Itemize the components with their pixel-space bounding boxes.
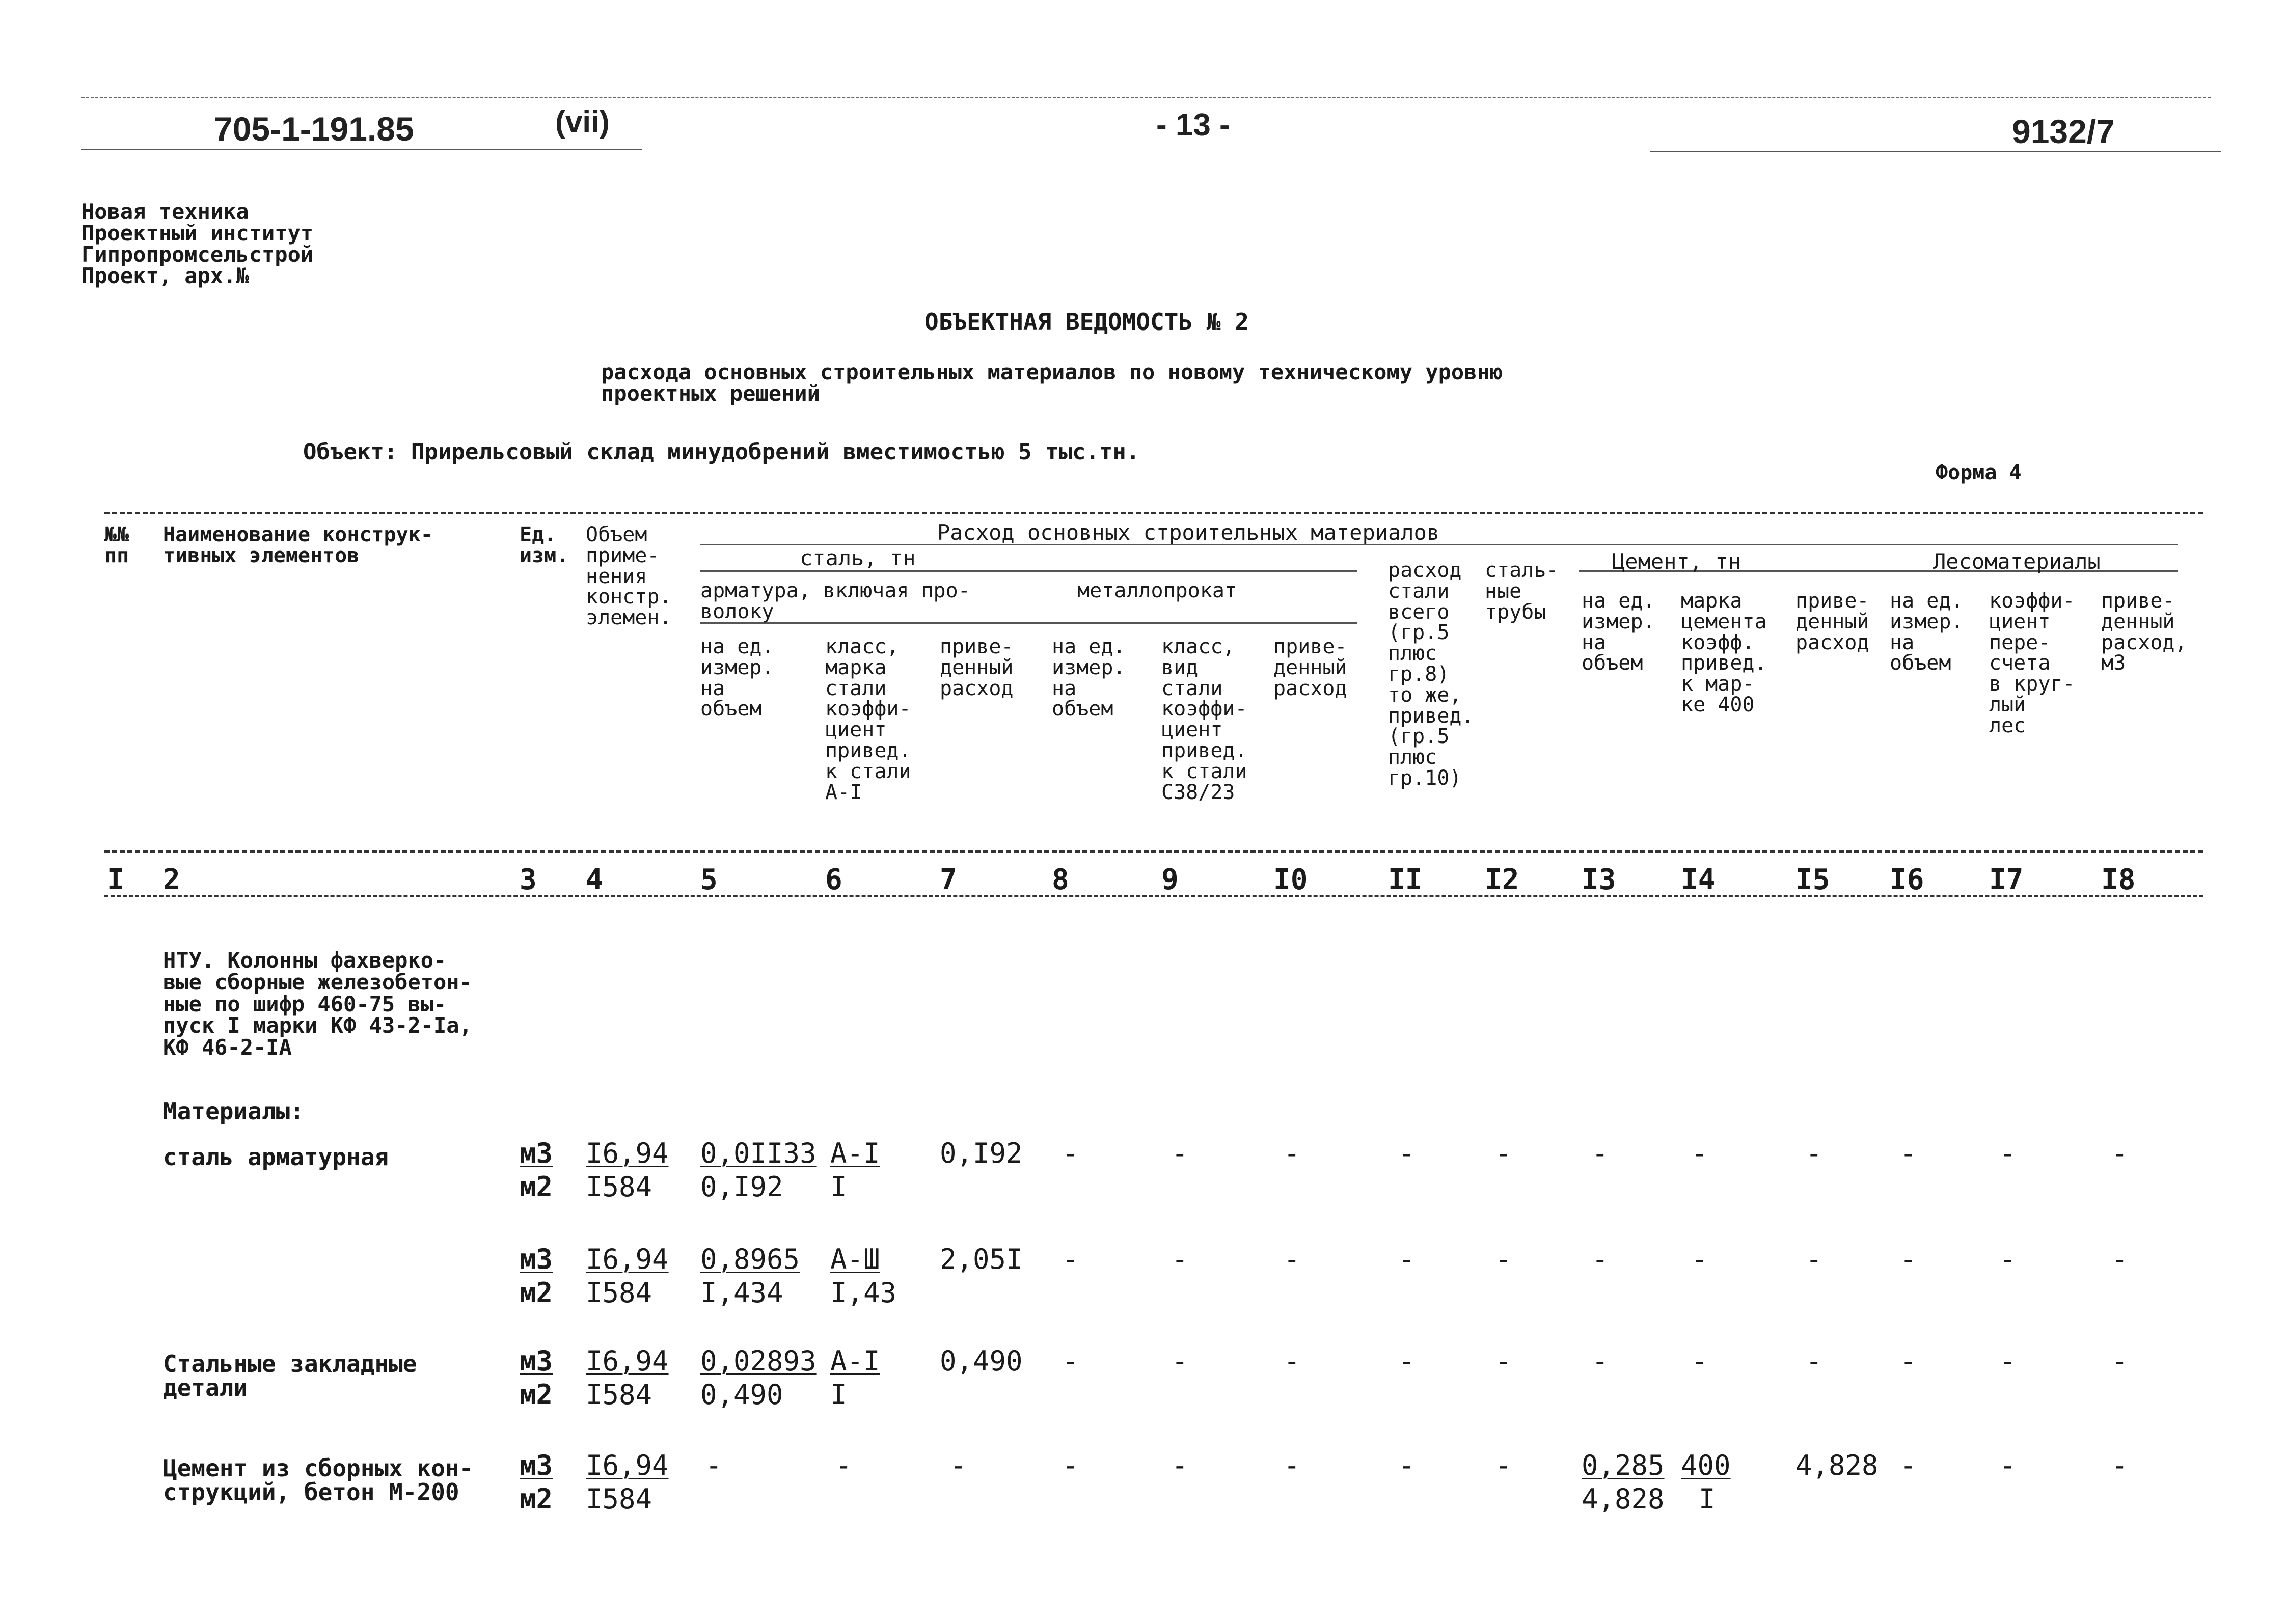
dash-cell: -	[1172, 1449, 1188, 1481]
dash-cell: -	[1999, 1449, 2016, 1481]
rebar-reduced-value: 0,I92	[940, 1137, 1023, 1169]
dash-cell: -	[1806, 1243, 1822, 1275]
volume-number: (vii)	[555, 105, 610, 139]
column-number: I8	[2101, 863, 2136, 896]
column-numbers-rule	[104, 895, 2203, 897]
header-rolled-per-unit: на ед. измер. на объем	[1052, 635, 1126, 721]
column-number: I5	[1795, 863, 1830, 896]
rebar-volume-value: I,434	[700, 1276, 783, 1309]
column-number: I4	[1681, 863, 1716, 896]
unit-value: м2	[520, 1276, 553, 1309]
volume-value: I584	[586, 1482, 652, 1515]
stamp-line: Новая техника	[81, 199, 249, 224]
header-rebar-class: класс, марка стали коэффи- циент привед. к стали А-I	[825, 635, 911, 804]
table-header-bottom-rule	[104, 850, 2203, 853]
header-group-rebar: арматура, включая про- волоку	[700, 579, 970, 623]
cement-volume-value: 4,828	[1582, 1482, 1665, 1515]
column-number: I0	[1273, 863, 1308, 896]
rebar-class-value: А-I	[830, 1345, 880, 1377]
sheet-number: 9132/7	[2012, 113, 2115, 150]
header-col-name: Наименование конструк- тивных элементов	[163, 523, 433, 567]
rebar-coef-value: I,43	[830, 1276, 897, 1309]
document-code: 705-1-191.85	[214, 110, 414, 148]
subgroup-rule	[700, 622, 1357, 624]
stamp-line: Проект, арх.№	[81, 263, 249, 288]
dash-cell: -	[1062, 1345, 1079, 1377]
dash-cell: -	[1592, 1345, 1609, 1377]
header-rolled-class: класс, вид стали коэффи- циент привед. к стали С38/23	[1161, 635, 1247, 804]
form-label: Форма 4	[1936, 461, 2022, 484]
dash-cell: -	[2111, 1243, 2128, 1275]
header-rolled-reduced: приве- денный расход	[1273, 635, 1347, 700]
volume-value: I584	[586, 1378, 652, 1411]
column-number: 2	[163, 863, 180, 896]
header-cement-grade: марка цемента коэфф. привед. к мар- ке 400	[1681, 589, 1767, 717]
volume-value: I6,94	[586, 1137, 669, 1169]
rebar-class-cell	[830, 1243, 896, 1310]
volume-value: I6,94	[586, 1345, 669, 1377]
materials-label: Материалы:	[163, 1097, 304, 1125]
section-title: НТУ. Колонны фахверко- вые сборные железобетон- ные по шифр 460-75 вы- пуск I марки КФ 43-2-Iа, КФ 46-2-IА	[163, 948, 472, 1060]
rebar-class-value: А-I	[830, 1137, 880, 1169]
row-name: Стальные закладные детали	[163, 1350, 417, 1401]
column-number: I2	[1485, 863, 1519, 896]
volume-cell	[586, 1344, 669, 1412]
dash-cell: -	[1284, 1449, 1300, 1481]
cement-per-unit-value: 0,285	[1582, 1449, 1665, 1481]
column-number: I	[107, 863, 124, 896]
volume-cell	[586, 1243, 669, 1310]
volume-cell	[586, 1137, 669, 1204]
dash-cell: -	[835, 1449, 852, 1481]
rebar-coef-value: I	[830, 1378, 847, 1411]
column-number: 7	[940, 863, 957, 896]
unit-value: м3	[520, 1137, 553, 1169]
organization-stamp	[81, 201, 313, 287]
column-number: 9	[1161, 863, 1179, 896]
volume-value: I6,94	[586, 1449, 669, 1481]
column-number: 5	[700, 863, 718, 896]
cement-coef-value: I	[1699, 1482, 1716, 1515]
cement-grade-cell	[1681, 1449, 1731, 1516]
row-name: Цемент из сборных кон- струкций, бетон М-200	[163, 1454, 474, 1506]
unit-value: м3	[520, 1345, 553, 1377]
stamp-line: Гипропромсельстрой	[81, 242, 314, 267]
header-rebar-reduced: приве- денный расход	[940, 635, 1014, 700]
column-number: 6	[825, 863, 842, 896]
column-number: 4	[586, 863, 603, 896]
dash-cell: -	[1592, 1243, 1609, 1275]
table-top-rule	[104, 512, 2203, 514]
rebar-per-unit-cell	[700, 1243, 800, 1310]
unit-value: м3	[520, 1243, 553, 1275]
header-col-volume: Объем приме- нения констр. элемен.	[586, 523, 672, 630]
table-row-units	[520, 1137, 553, 1204]
dash-cell: -	[1999, 1243, 2016, 1275]
header-timber-coef: коэффи- циент пере- счета в круг- лый лес	[1989, 589, 2075, 737]
dash-cell: -	[1999, 1137, 2016, 1169]
dash-cell: -	[950, 1449, 967, 1481]
header-timber-reduced: приве- денный расход, м3	[2101, 589, 2187, 675]
header-cement-reduced: приве- денный расход	[1795, 589, 1869, 654]
rebar-class-value: А-Ш	[830, 1243, 880, 1275]
rebar-per-unit-cell	[700, 1137, 817, 1204]
column-number: 8	[1052, 863, 1069, 896]
dash-cell: -	[1284, 1137, 1300, 1169]
dash-cell: -	[1398, 1243, 1415, 1275]
column-number: I7	[1989, 863, 2024, 896]
table-row-units	[520, 1344, 553, 1412]
dash-cell: -	[1284, 1243, 1300, 1275]
dash-cell: -	[1806, 1345, 1822, 1377]
dash-cell: -	[1495, 1449, 1512, 1481]
subtitle-line: расхода основных строительных материалов по новому техническому уровню	[601, 360, 1503, 384]
header-group-rolled: металлопрокат	[1077, 579, 1237, 602]
stamp-line: Проектный институт	[81, 221, 314, 245]
dash-cell: -	[1172, 1243, 1188, 1275]
page-subtitle	[601, 362, 1503, 404]
column-number: I6	[1890, 863, 1924, 896]
dash-cell: -	[705, 1449, 722, 1481]
unit-value: м2	[520, 1378, 553, 1411]
volume-cell	[586, 1449, 669, 1516]
dash-cell: -	[1900, 1345, 1917, 1377]
rebar-per-unit-value: 0,0II33	[700, 1137, 817, 1169]
dash-cell: -	[1172, 1345, 1188, 1377]
rebar-volume-value: 0,I92	[700, 1170, 783, 1203]
dash-cell: -	[1398, 1449, 1415, 1481]
dash-cell: -	[1495, 1243, 1512, 1275]
rebar-per-unit-value: 0,02893	[700, 1345, 817, 1377]
dash-cell: -	[1495, 1137, 1512, 1169]
dash-cell: -	[1999, 1345, 2016, 1377]
cement-per-unit-cell	[1582, 1449, 1665, 1516]
row-name: сталь арматурная	[163, 1143, 389, 1171]
header-group-steel: сталь, тн	[800, 545, 916, 570]
group-steel-rule	[700, 570, 1357, 572]
header-cement-per-unit: на ед. измер. на объем	[1582, 589, 1655, 675]
rebar-class-cell	[830, 1137, 880, 1204]
table-row-units	[520, 1243, 553, 1310]
dash-cell: -	[1691, 1345, 1708, 1377]
cement-grade-value: 400	[1681, 1449, 1731, 1481]
dash-cell: -	[1691, 1243, 1708, 1275]
dash-cell: -	[2111, 1345, 2128, 1377]
page-title: ОБЪЕКТНАЯ ВЕДОМОСТЬ № 2	[924, 308, 1249, 336]
rebar-volume-value: 0,490	[700, 1378, 783, 1411]
dash-cell: -	[1398, 1137, 1415, 1169]
column-number: 3	[520, 863, 537, 896]
header-top-rule	[81, 97, 2211, 98]
header-rebar-per-unit: на ед. измер. на объем	[700, 635, 774, 721]
dash-cell: -	[1062, 1243, 1079, 1275]
header-col-unit: Ед. изм.	[520, 523, 569, 567]
dash-cell: -	[2111, 1137, 2128, 1169]
unit-value: м2	[520, 1170, 553, 1203]
dash-cell: -	[1806, 1137, 1822, 1169]
header-group-main: Расход основных строительных материалов	[937, 520, 1440, 545]
dash-cell: -	[1172, 1137, 1188, 1169]
header-timber-per-unit: на ед. измер. на объем	[1890, 589, 1964, 675]
rebar-reduced-value: 2,05I	[940, 1243, 1023, 1275]
object-description: Объект: Прирельсовый склад минудобрений вместимостью 5 тыс.тн.	[303, 439, 1140, 465]
dash-cell: -	[1900, 1449, 1917, 1481]
header-steel-pipes: сталь- ные трубы	[1485, 559, 1559, 624]
dash-cell: -	[2111, 1449, 2128, 1481]
cement-reduced-value: 4,828	[1795, 1449, 1879, 1481]
rebar-per-unit-cell	[700, 1344, 817, 1412]
header-group-timber: Лесоматериалы	[1933, 549, 2101, 574]
header-steel-total: расход стали всего (гр.5 плюс гр.8) то же, привед. (гр.5 плюс гр.10)	[1388, 559, 1474, 790]
table-row-units	[520, 1449, 553, 1516]
dash-cell: -	[1495, 1345, 1512, 1377]
volume-value: I584	[586, 1170, 652, 1203]
rebar-per-unit-value: 0,8965	[700, 1243, 800, 1275]
dash-cell: -	[1398, 1345, 1415, 1377]
volume-value: I6,94	[586, 1243, 669, 1275]
header-col-no: №№ пп	[104, 523, 129, 567]
dash-cell: -	[1062, 1449, 1079, 1481]
header-rule-left	[81, 149, 642, 150]
header-rule-right	[1650, 151, 2221, 152]
dash-cell: -	[1592, 1137, 1609, 1169]
dash-cell: -	[1900, 1137, 1917, 1169]
column-number: II	[1388, 863, 1423, 896]
volume-value: I584	[586, 1276, 652, 1309]
rebar-class-cell	[830, 1344, 880, 1412]
header-group-cement: Цемент, тн	[1612, 549, 1741, 574]
rebar-coef-value: I	[830, 1170, 847, 1203]
column-number: I3	[1582, 863, 1616, 896]
rebar-reduced-value: 0,490	[940, 1345, 1023, 1377]
dash-cell: -	[1284, 1345, 1300, 1377]
dash-cell: -	[1900, 1243, 1917, 1275]
subtitle-line: проектных решений	[601, 381, 820, 406]
dash-cell: -	[1062, 1137, 1079, 1169]
dash-cell: -	[1691, 1137, 1708, 1169]
page-number: - 13 -	[1156, 107, 1230, 143]
unit-value: м3	[520, 1449, 553, 1481]
unit-value: м2	[520, 1482, 553, 1515]
